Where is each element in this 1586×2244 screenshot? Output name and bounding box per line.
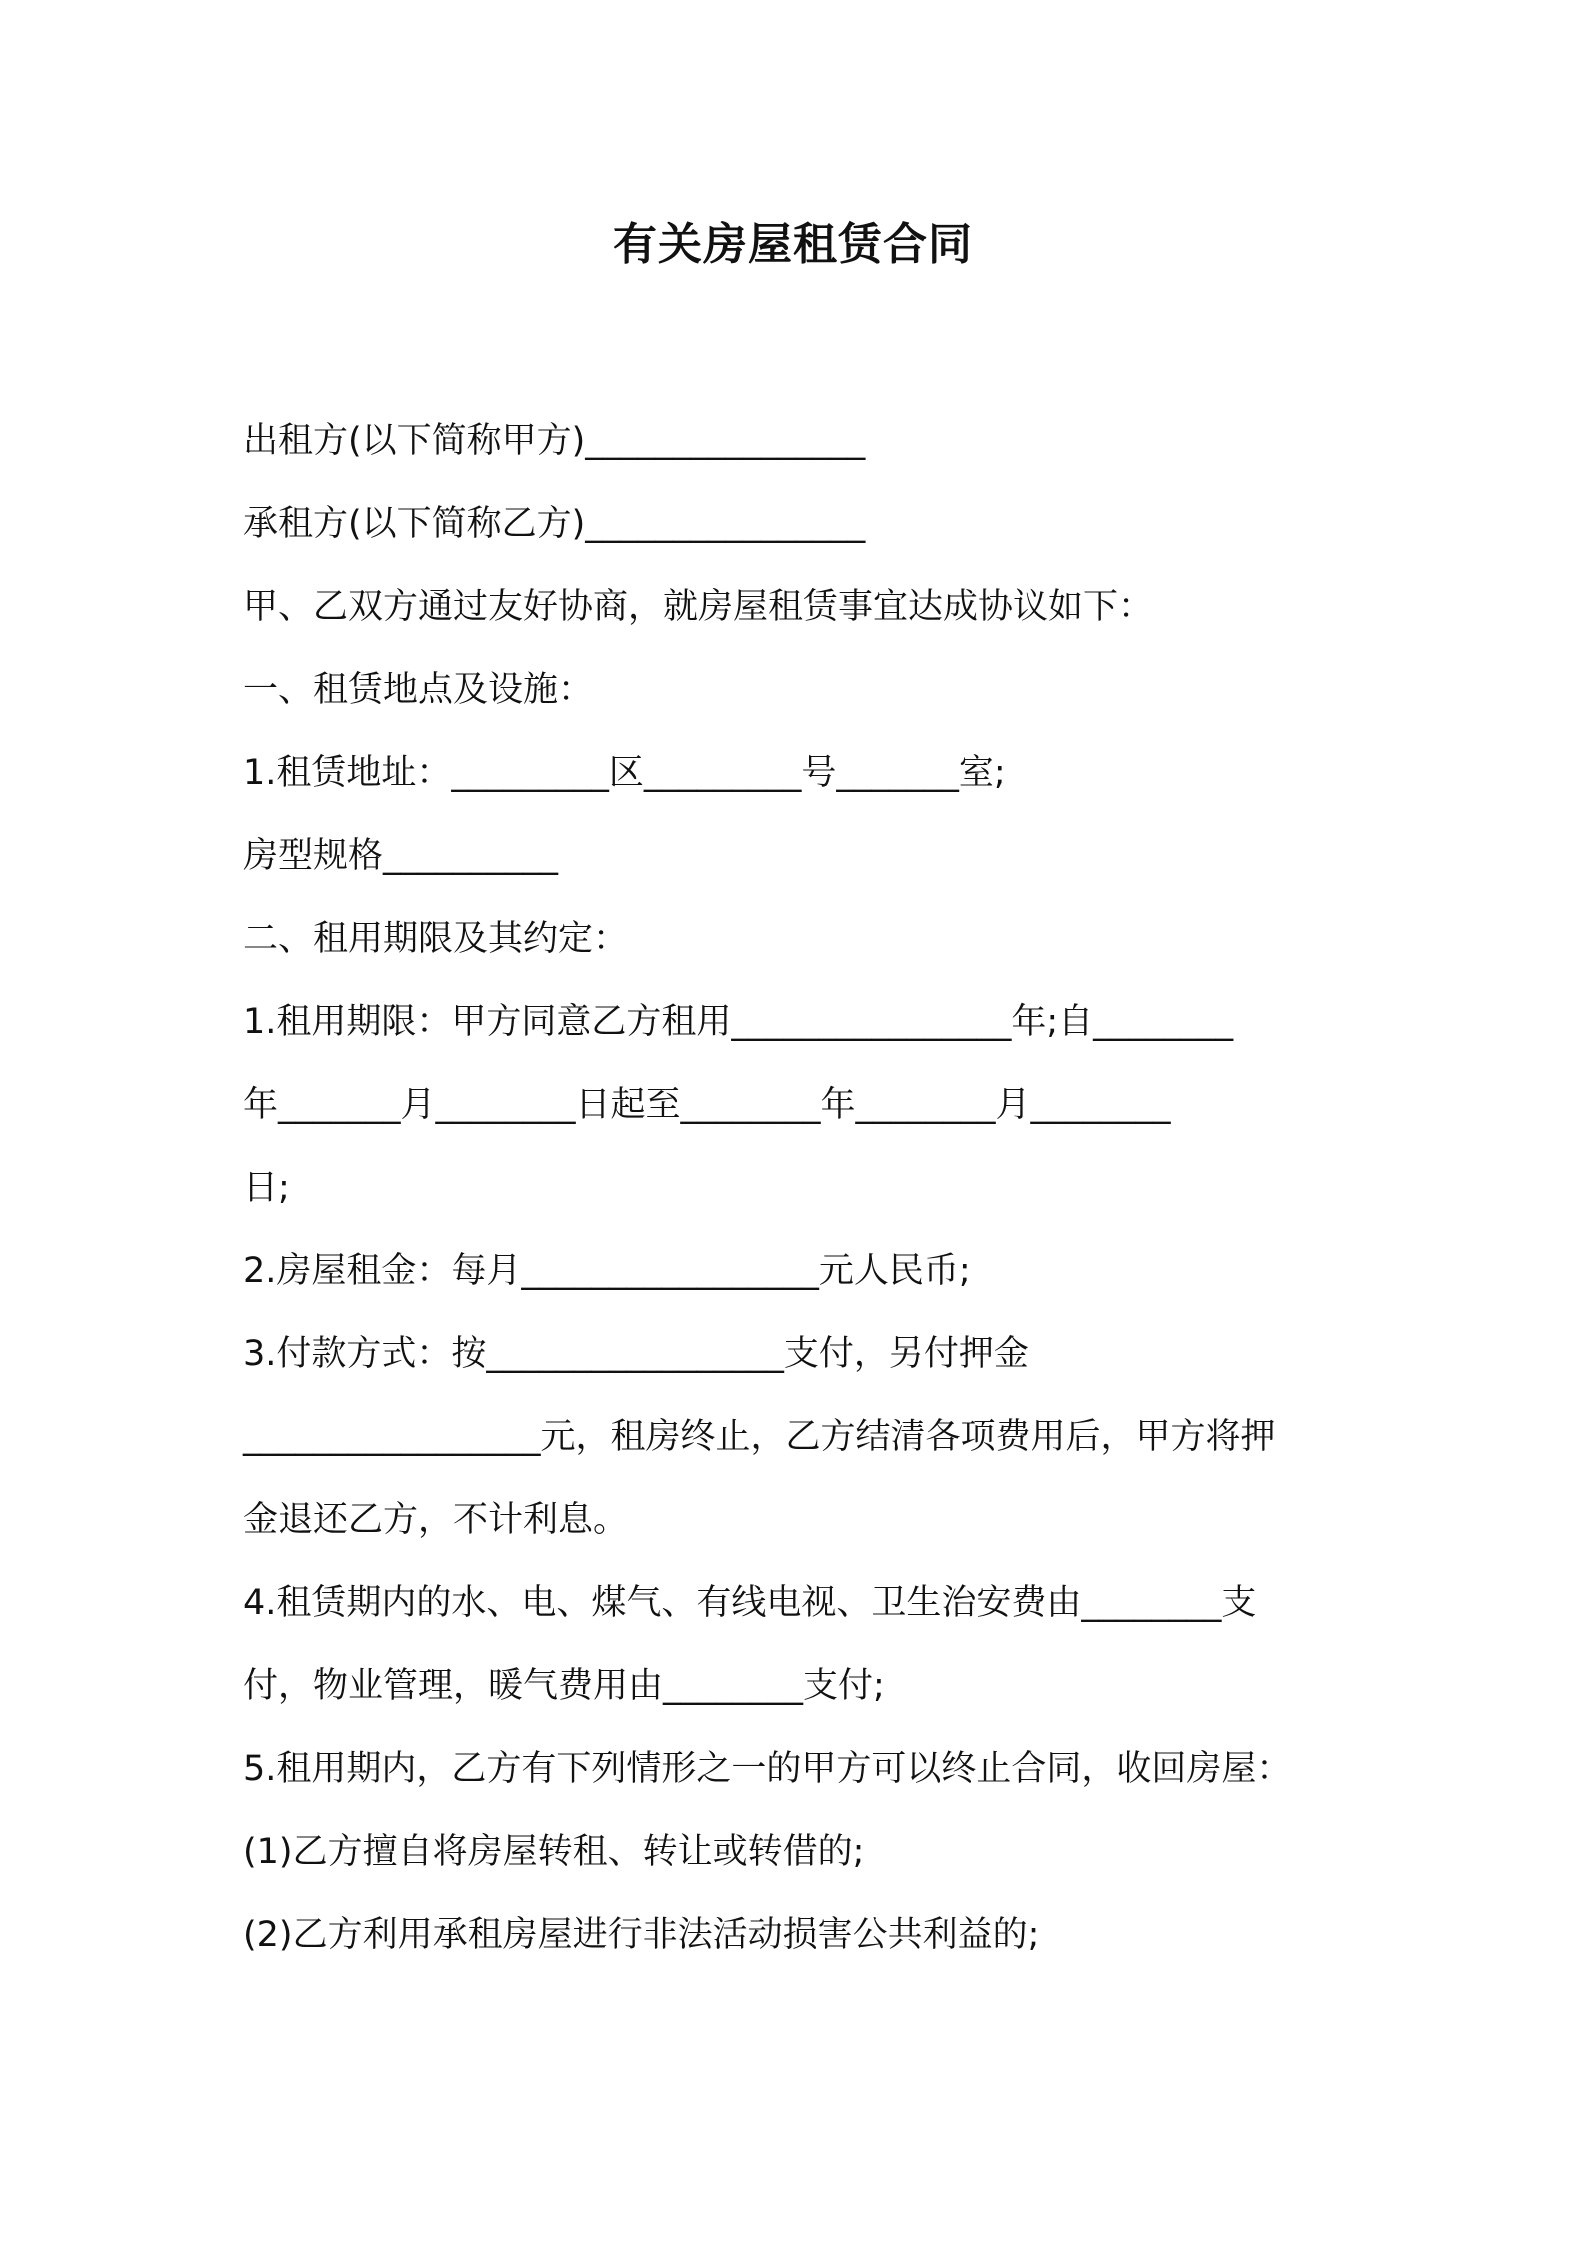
rent-line: 2.房屋租金：每月_________________元人民币; xyxy=(243,1251,971,1291)
section-heading-location: 一、租赁地点及设施： xyxy=(243,670,594,710)
termination-item-1: (1)乙方擅自将房屋转租、转让或转借的; xyxy=(243,1832,865,1872)
document-body xyxy=(243,406,1363,1983)
payment-line-2: _________________元，租房终止，乙方结清各项费用后，甲方将押 xyxy=(243,1417,1276,1457)
lessee-line: 承租方(以下简称乙方)________________ xyxy=(243,504,866,544)
payment-line-3: 金退还乙方，不计利息。 xyxy=(243,1500,629,1540)
lessor-line: 出租方(以下简称甲方)________________ xyxy=(243,421,866,461)
payment-line-1: 3.付款方式：按_________________支付，另付押金 xyxy=(243,1334,1029,1374)
room-type-line: 房型规格__________ xyxy=(243,836,559,876)
document-title: 有关房屋租赁合同 xyxy=(613,219,973,270)
term-line-2: 年_______月________日起至________年________月________ xyxy=(243,1085,1171,1125)
utilities-line-2: 付，物业管理，暖气费用由________支付; xyxy=(243,1666,885,1706)
agreement-intro: 甲、乙双方通过友好协商，就房屋租赁事宜达成协议如下： xyxy=(243,587,1154,627)
termination-line: 5.租用期内，乙方有下列情形之一的甲方可以终止合同，收回房屋： xyxy=(243,1749,1292,1789)
utilities-line-1: 4.租赁期内的水、电、煤气、有线电视、卫生治安费由________支 xyxy=(243,1583,1257,1623)
term-line-1: 1.租用期限：甲方同意乙方租用________________年;自________ xyxy=(243,1002,1234,1042)
termination-item-2: (2)乙方利用承租房屋进行非法活动损害公共利益的; xyxy=(243,1915,1040,1955)
address-line: 1.租赁地址：_________区_________号_______室; xyxy=(243,753,1006,793)
term-line-3: 日; xyxy=(243,1168,290,1208)
section-heading-term: 二、租用期限及其约定： xyxy=(243,919,629,959)
